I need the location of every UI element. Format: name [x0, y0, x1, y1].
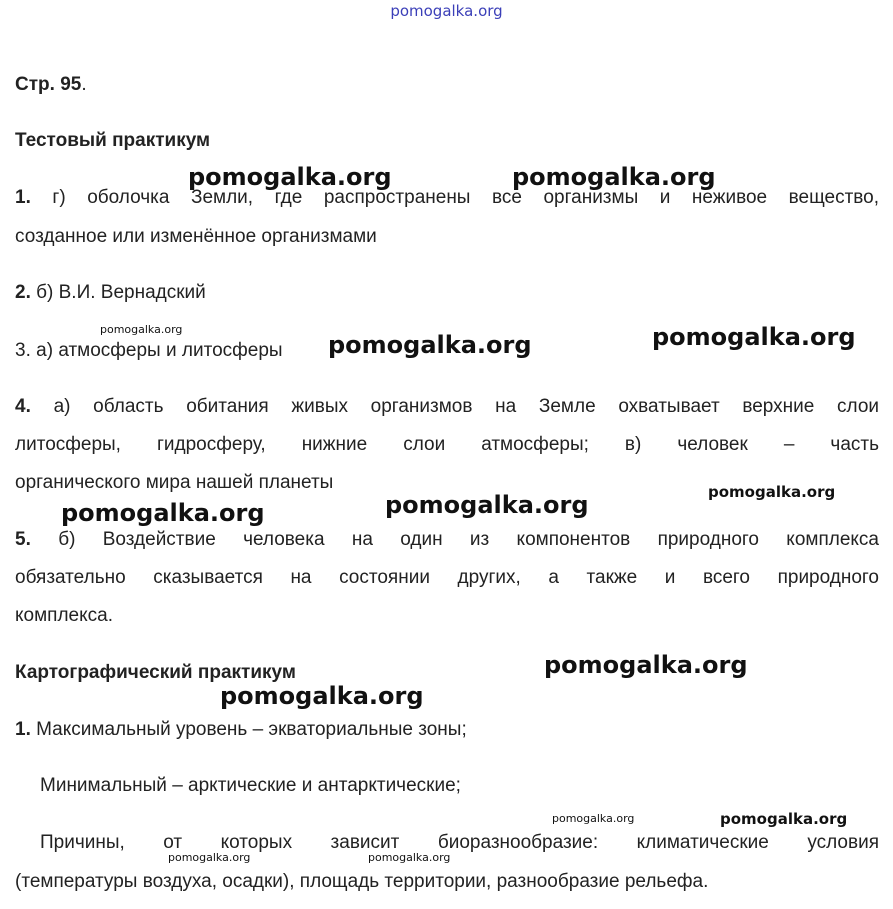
answer-2-number: 2. [15, 282, 31, 303]
answer-3-number: 3. [15, 340, 31, 361]
answer-3 [15, 340, 283, 362]
answer-4-line-1 [15, 396, 879, 418]
answer-4-line-3: органического мира нашей планеты [15, 472, 334, 493]
page-number-dot: . [81, 74, 87, 95]
answer-3-text: а) атмосферы и литосферы [36, 340, 283, 361]
answer-5-line-2: обязательно сказывается на состоянии других, а также и всего природного [15, 567, 879, 588]
answer-1-line-2: созданное или изменённое организмами [15, 226, 377, 247]
answer-1-line-1 [15, 187, 879, 209]
watermark-10: pomogalka.org [220, 682, 424, 710]
answer-2-text: б) В.И. Вернадский [36, 282, 206, 303]
answer-4-text-1: а) область обитания живых организмов на Земле охватывает верхние слои [53, 396, 879, 417]
answer-1-text-1: г) оболочка Земли, где распространены все организмы и неживое вещество, [52, 187, 880, 208]
page-number-text: Стр. 95 [15, 74, 82, 95]
map-answer-1 [15, 719, 467, 741]
watermark-12: pomogalka.org [720, 810, 848, 828]
watermark-9: pomogalka.org [544, 651, 748, 679]
watermark-8: pomogalka.org [61, 499, 265, 527]
watermark-13: pomogalka.org [168, 851, 251, 864]
watermark-14: pomogalka.org [368, 851, 451, 864]
answer-4-line-2: литосферы, гидросферу, нижние слои атмосферы; в) человек – часть [15, 434, 879, 455]
map-causes-line-1: Причины, от которых зависит биоразнообразие: климатические условия [40, 832, 879, 853]
answer-4-number: 4. [15, 396, 31, 417]
watermark-5: pomogalka.org [652, 323, 856, 351]
top-watermark-link[interactable]: pomogalka.org [390, 2, 503, 20]
watermark-11: pomogalka.org [552, 812, 635, 825]
watermark-7: pomogalka.org [708, 483, 836, 501]
watermark-4: pomogalka.org [328, 331, 532, 359]
section-title-test: Тестовый практикум [15, 130, 211, 151]
watermark-3: pomogalka.org [100, 323, 183, 336]
answer-5-line-3: комплекса. [15, 605, 113, 626]
answer-1-number: 1. [15, 187, 31, 208]
answer-5-text-1: б) Воздействие человека на один из компонентов природного комплекса [58, 529, 879, 550]
answer-2 [15, 282, 206, 304]
map-answer-1-text: Максимальный уровень – экваториальные зоны; [36, 719, 467, 740]
watermark-6: pomogalka.org [385, 491, 589, 519]
page-number [15, 74, 87, 96]
answer-5-number: 5. [15, 529, 31, 550]
watermark-1: pomogalka.org [188, 163, 392, 191]
map-answer-min: Минимальный – арктические и антарктические; [40, 775, 461, 796]
watermark-2: pomogalka.org [512, 163, 716, 191]
answer-5-line-1 [15, 529, 879, 551]
map-answer-1-number: 1. [15, 719, 31, 740]
map-causes-line-2: (температуры воздуха, осадки), площадь территории, разнообразие рельефа. [15, 871, 709, 892]
section-title-map: Картографический практикум [15, 662, 296, 683]
